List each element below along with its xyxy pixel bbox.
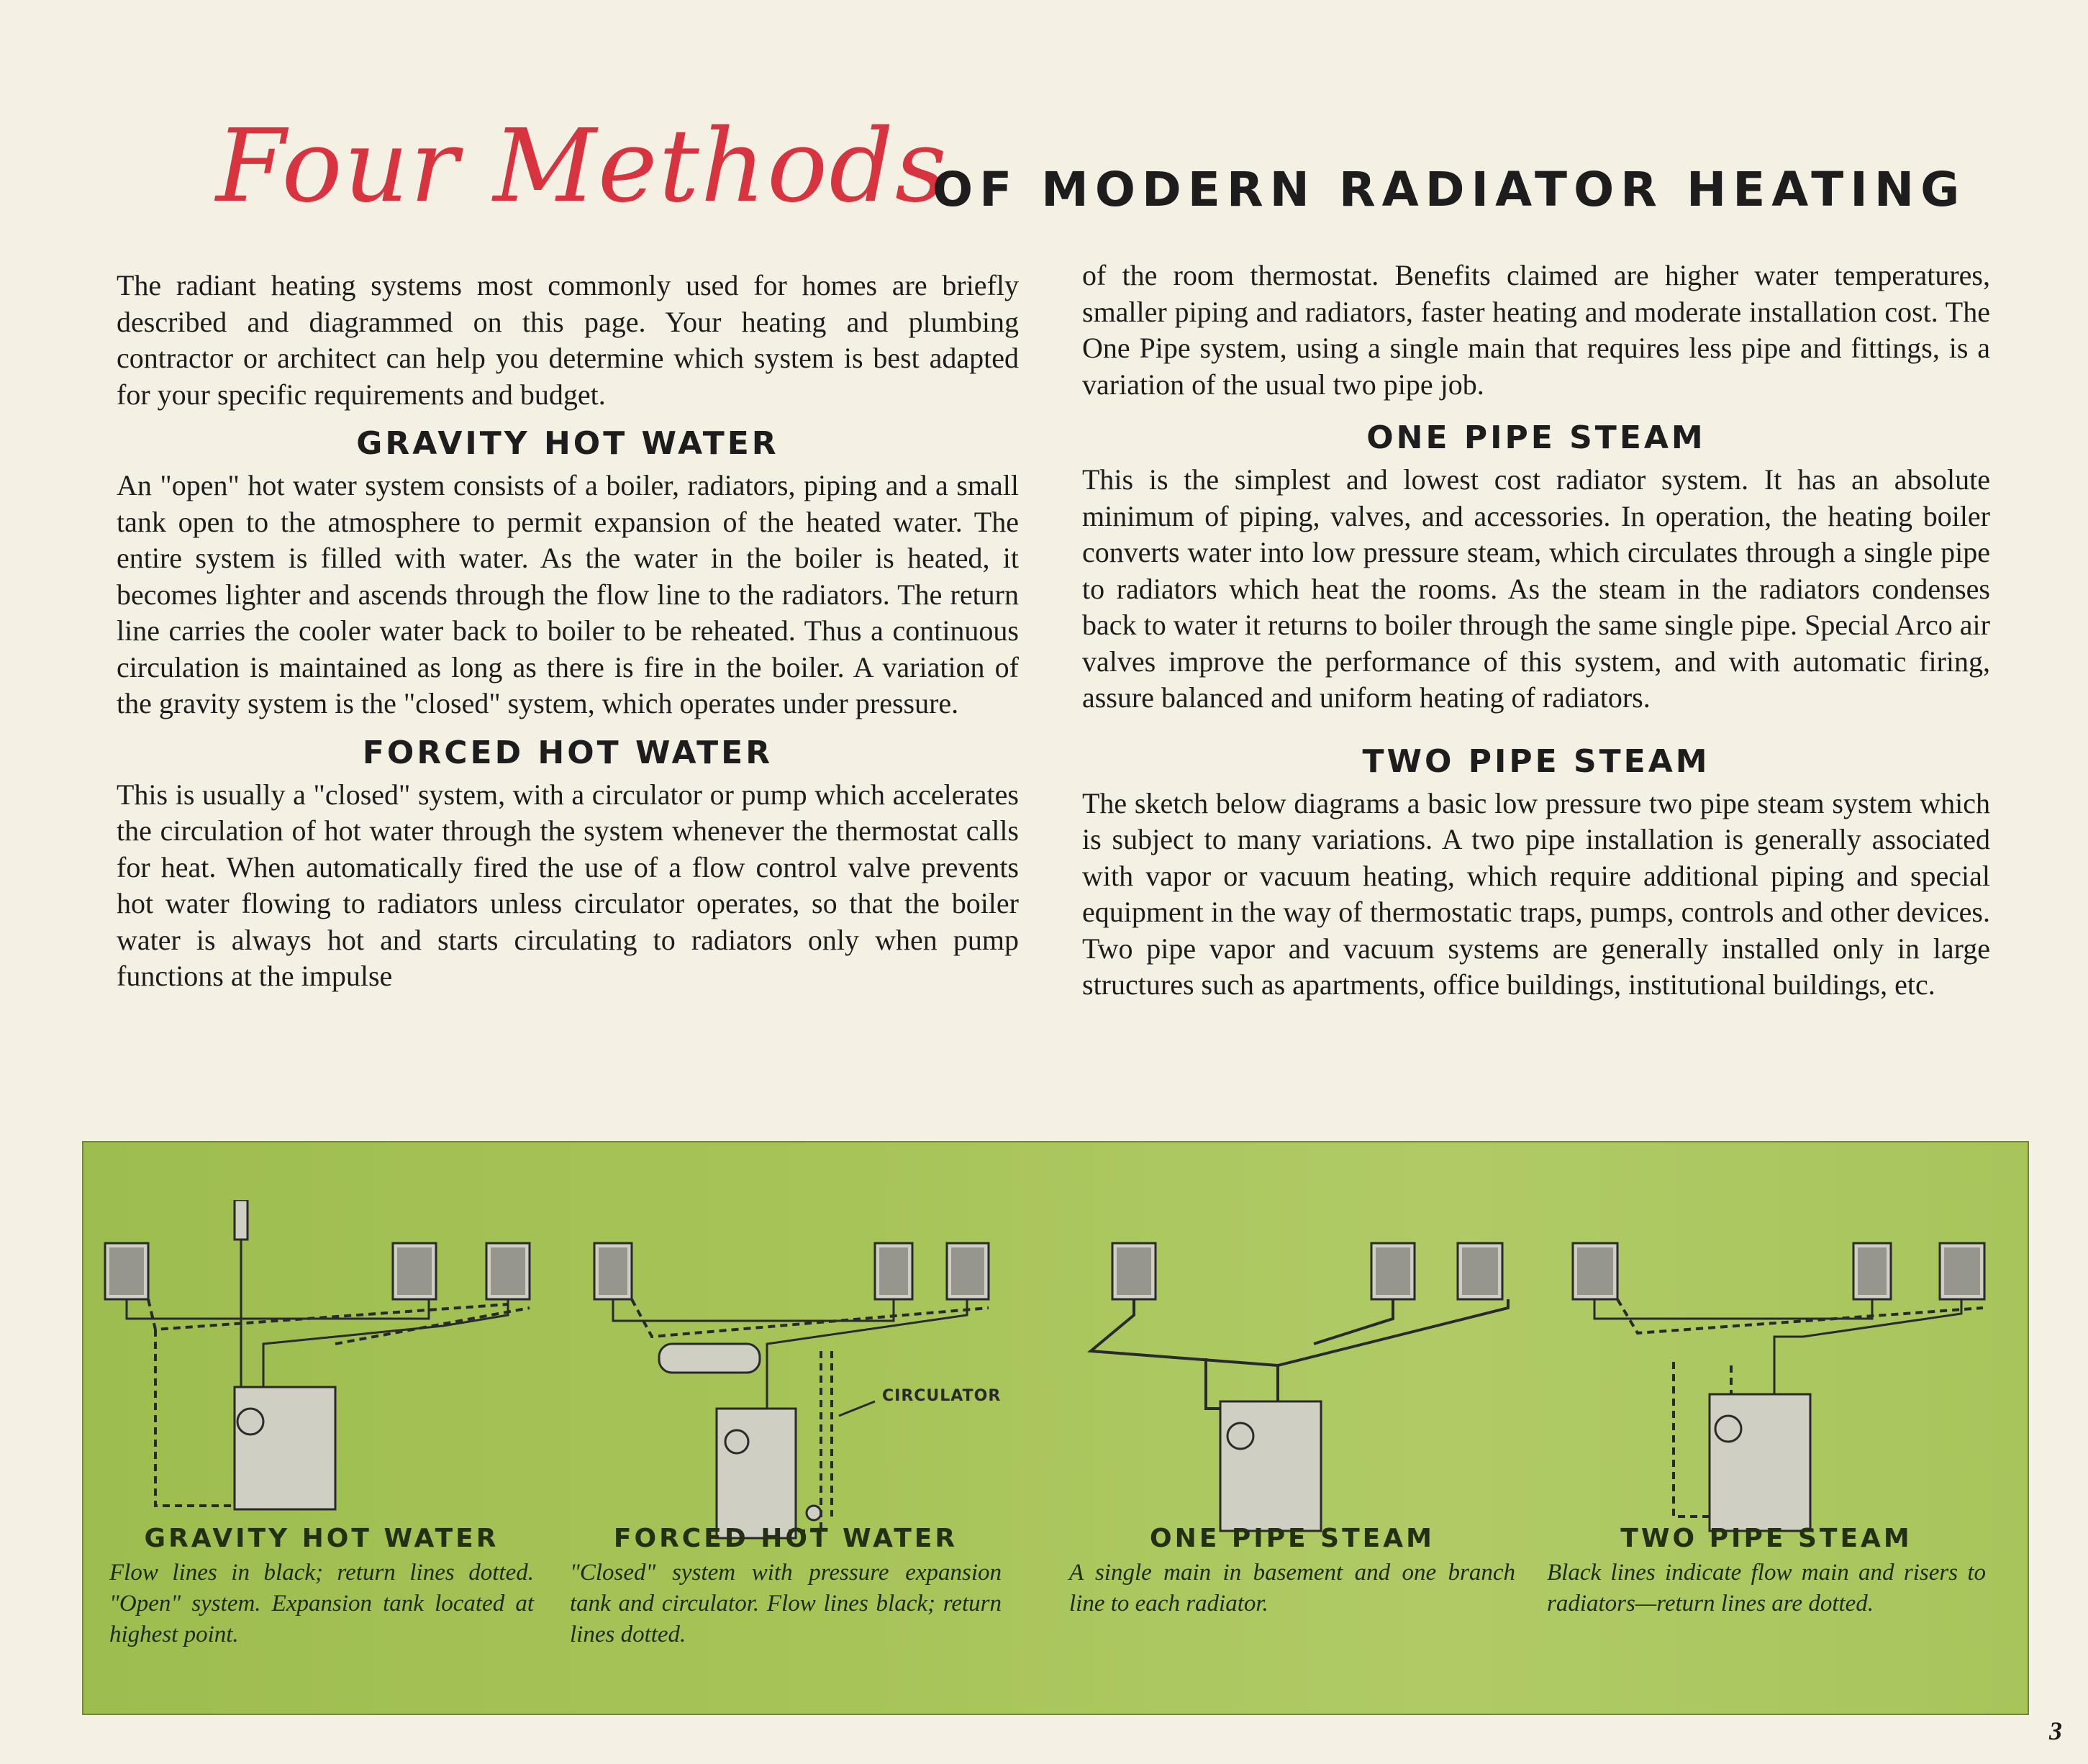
caption-text: "Closed" system with pressure expansion tank and circulator. Flow lines black; return lines dotted. <box>570 1560 1002 1647</box>
circulator-icon <box>807 1506 821 1520</box>
caption-two-pipe <box>1547 1524 1986 1619</box>
one-pipe-heading: ONE PIPE STEAM <box>1366 419 1706 456</box>
forced-heading: FORCED HOT WATER <box>362 734 773 771</box>
gravity-diagram <box>83 1200 544 1574</box>
title-caps: OF MODERN RADIATOR HEATING <box>932 162 1966 217</box>
gravity-paragraph: An "open" hot water system consists of a boiler, radiators, piping and a small tank open to the atmosphere to permit expansion of the heated water. The entire system is filled with water. As the water in the boiler is heated, it becomes lighter and ascends through the flow line to the radiators. The return line carries the cooler water back to boiler to be reheated. Thus a continuous circulation is maintained as long as there is fire in the boiler. A variation of the gravity system is the "closed" system, which operates under pressure. <box>117 469 1019 719</box>
caption-text: Black lines indicate flow main and risers to radiators—return lines are dotted. <box>1547 1560 1986 1617</box>
one-pipe-paragraph: This is the simplest and lowest cost radiator system. It has an absolute minimum of piping, valves, and accessories. In operation, the heating boiler converts water into low pressure steam, which circulates through a single pipe to radiators which heat the rooms. As the steam in the radiators condenses back to water it returns to boiler through the same single pipe. Special Arco air valves improve the performance of this system, and with automatic firing, assure balanced and uniform heating of radiators. <box>1082 463 1990 714</box>
boiler-icon <box>235 1387 335 1509</box>
circulator-label: CIRCULATOR <box>882 1387 1002 1405</box>
expansion-tank-icon <box>235 1200 248 1240</box>
caption-forced <box>570 1524 1002 1650</box>
expansion-tank-icon <box>659 1344 760 1373</box>
title-script: Four Methods <box>216 108 948 225</box>
caption-title: GRAVITY HOT WATER <box>144 1524 499 1553</box>
right-column <box>1082 258 1990 1004</box>
page-number: 3 <box>2049 1717 2062 1745</box>
two-pipe-paragraph: The sketch below diagrams a basic low pressure two pipe steam system which is subject to many variations. A two pipe installation is generally associated with vapor or vacuum heating, which require additional piping and special equipment in the way of thermostatic traps, pumps, controls and other devices. Two pipe vapor and vacuum systems are generally installed only in large structures such as apartments, office buildings, institutional buildings, etc. <box>1082 786 1990 1001</box>
caption-text: A single main in basement and one branch line to each radiator. <box>1069 1560 1515 1617</box>
caption-one-pipe <box>1069 1524 1515 1619</box>
forced-continued-paragraph: of the room thermostat. Benefits claimed are higher water temperatures, smaller piping and radiators, faster heating and moderate installation cost. The One Pipe system, using a single main that requires less pipe and fittings, is a variation of the usual two pipe job. <box>1082 259 1990 401</box>
boiler-icon <box>1220 1401 1321 1531</box>
one-pipe-diagram <box>1076 1200 1537 1574</box>
gravity-heading: GRAVITY HOT WATER <box>356 425 779 462</box>
caption-title: FORCED HOT WATER <box>613 1524 958 1553</box>
caption-gravity <box>109 1524 534 1650</box>
caption-title: TWO PIPE STEAM <box>1620 1524 1912 1553</box>
caption-title: ONE PIPE STEAM <box>1150 1524 1435 1553</box>
two-pipe-diagram <box>1551 1200 2012 1574</box>
intro-paragraph: The radiant heating systems most commonly used for homes are briefly described and diagrammed on this page. Your heating and plumbing contractor or architect can help you determine which system is best adapted for your specific requirements and budget. <box>117 269 1019 411</box>
diagram-panel <box>82 1141 2029 1715</box>
boiler-icon <box>717 1409 796 1538</box>
two-pipe-heading: TWO PIPE STEAM <box>1362 742 1710 780</box>
caption-text: Flow lines in black; return lines dotted. "Open" system. Expansion tank located at highest point. <box>109 1560 534 1647</box>
forced-paragraph: This is usually a "closed" system, with a circulator or pump which accelerates the circulation of hot water through the system whenever the thermostat calls for heat. When automatically fired the use of a flow control valve prevents hot water flowing to radiators unless circulator operates, so that the boiler water is always hot and starts circulating to radiators only when pump functions at the impulse <box>117 778 1019 992</box>
boiler-icon <box>1710 1394 1810 1531</box>
left-column <box>117 268 1019 995</box>
